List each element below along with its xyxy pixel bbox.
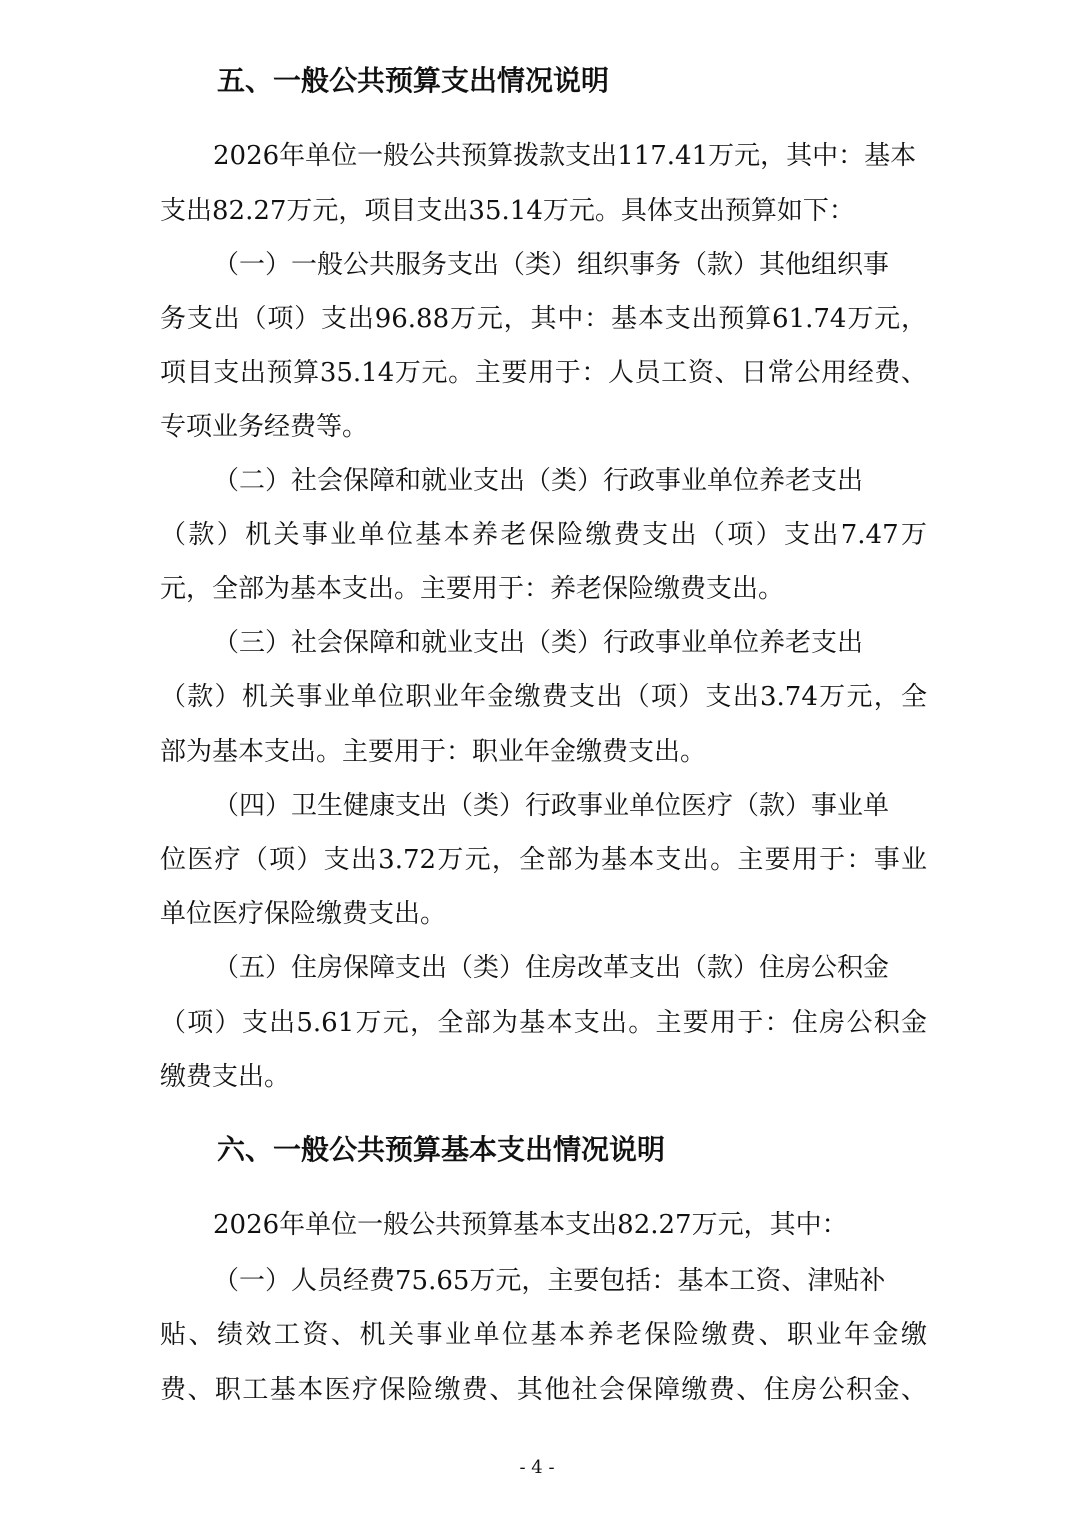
paragraph-line: （一）人员经费75.65万元，主要包括：基本工资、津贴补 <box>213 1266 886 1296</box>
paragraph-line: 缴费支出。 <box>160 1062 291 1092</box>
paragraph-line: 2026年单位一般公共预算拨款支出117.41万元，其中：基本 <box>213 141 917 171</box>
paragraph-line: 元，全部为基本支出。主要用于：养老保险缴费支出。 <box>160 574 785 604</box>
page-number: - 4 - <box>519 1457 555 1478</box>
paragraph-line: （二）社会保障和就业支出（类）行政事业单位养老支出 <box>213 466 864 496</box>
paragraph-line: 贴、绩效工资、机关事业单位基本养老保险缴费、职业年金缴 <box>160 1320 927 1350</box>
paragraph-line: 务支出（项）支出96.88万元，其中：基本支出预算61.74万元， <box>160 304 927 334</box>
paragraph-line: 单位医疗保险缴费支出。 <box>160 899 447 929</box>
paragraph-line: （五）住房保障支出（类）住房改革支出（款）住房公积金 <box>213 953 890 983</box>
paragraph-line: （一）一般公共服务支出（类）组织事务（款）其他组织事 <box>213 250 890 280</box>
paragraph-line: 费、职工基本医疗保险缴费、其他社会保障缴费、住房公积金、 <box>160 1375 927 1405</box>
section-6-heading: 六、一般公共预算基本支出情况说明 <box>217 1133 666 1166</box>
paragraph-line: （款）机关事业单位基本养老保险缴费支出（项）支出7.47万 <box>160 520 927 550</box>
paragraph-line: 项目支出预算35.14万元。主要用于：人员工资、日常公用经费、 <box>160 358 927 388</box>
paragraph-line: （三）社会保障和就业支出（类）行政事业单位养老支出 <box>213 628 864 658</box>
paragraph-line: 2026年单位一般公共预算基本支出82.27万元，其中： <box>213 1210 848 1240</box>
paragraph-line: 部为基本支出。主要用于：职业年金缴费支出。 <box>160 737 707 767</box>
paragraph-line: （四）卫生健康支出（类）行政事业单位医疗（款）事业单 <box>213 791 890 821</box>
paragraph-line: 专项业务经费等。 <box>160 412 369 442</box>
paragraph-line: 位医疗（项）支出3.72万元，全部为基本支出。主要用于：事业 <box>160 845 927 875</box>
paragraph-line: 支出82.27万元，项目支出35.14万元。具体支出预算如下： <box>160 196 855 226</box>
section-5-heading: 五、一般公共预算支出情况说明 <box>217 64 610 97</box>
paragraph-line: （项）支出5.61万元，全部为基本支出。主要用于：住房公积金 <box>160 1008 927 1038</box>
paragraph-line: （款）机关事业单位职业年金缴费支出（项）支出3.74万元，全 <box>160 682 927 712</box>
